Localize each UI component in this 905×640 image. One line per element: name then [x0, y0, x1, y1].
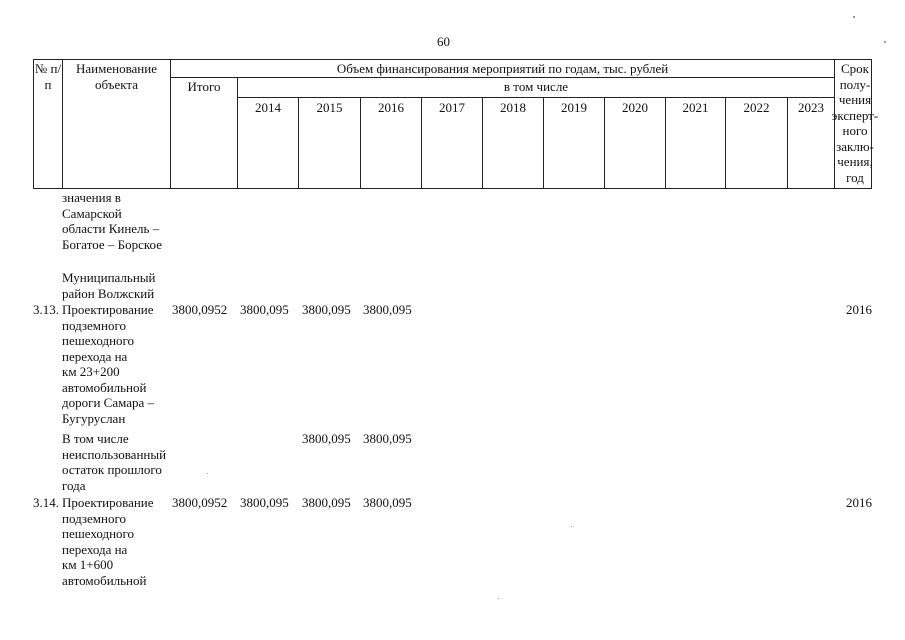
- district-name: [62, 270, 172, 301]
- year-2015-value: 3800,095: [302, 302, 351, 317]
- name-line: значения в: [62, 190, 121, 205]
- year-2016-value: 3800,095: [363, 431, 412, 446]
- row-number: 3.14.: [33, 495, 59, 510]
- num-column-header: № п/п: [34, 61, 62, 92]
- name-line: подземного: [62, 510, 126, 526]
- name-line: км 23+200: [62, 364, 120, 379]
- year-header: 2016: [378, 100, 404, 115]
- object-name: [62, 190, 172, 252]
- term-header-line: эксперт-: [831, 107, 879, 123]
- year-2016-value: 3800,095: [363, 302, 412, 317]
- year-header: 2022: [743, 100, 770, 115]
- term-header-line: Срок: [841, 61, 869, 76]
- year-2015-value: 3800,095: [302, 431, 351, 446]
- name-line: В том числе: [62, 431, 129, 446]
- year-header: 2014: [255, 100, 281, 115]
- name-line: перехода на: [62, 541, 128, 557]
- year-header: 2023: [798, 100, 824, 115]
- row-number: 3.13.: [33, 302, 59, 317]
- term-header-line: чения: [838, 92, 872, 107]
- scan-speck: [498, 598, 499, 599]
- scan-speck: [207, 473, 208, 474]
- name-line: остаток прошлого: [62, 462, 162, 477]
- name-column-header: Наименование объекта: [76, 61, 157, 92]
- name-line: Проектирование: [62, 302, 154, 317]
- object-name: [62, 495, 172, 588]
- name-line: Самарской: [62, 205, 122, 221]
- name-line: район Волжский: [62, 285, 155, 301]
- year-2014-value: 3800,095: [240, 302, 289, 317]
- year-header: 2017: [439, 100, 465, 115]
- name-line: пешеходного: [62, 333, 135, 348]
- name-line: Муниципальный: [62, 270, 156, 285]
- scan-speck: [884, 41, 886, 43]
- page-number: 60: [437, 34, 450, 49]
- term-header-line: чения,: [837, 154, 873, 169]
- including-header: в том числе: [503, 79, 569, 94]
- term-value: 2016: [846, 302, 872, 317]
- name-line: Бугуруслан: [62, 410, 126, 426]
- name-line: перехода на: [62, 348, 128, 364]
- total-value: 3800,0952: [172, 495, 228, 510]
- name-line: Проектирование: [62, 495, 154, 510]
- year-header: 2018: [500, 100, 526, 115]
- term-header-line: заклю-: [836, 138, 874, 154]
- total-value: 3800,0952: [172, 302, 228, 317]
- year-2014-value: 3800,095: [240, 495, 289, 510]
- object-name: [62, 302, 172, 426]
- term-header-line: ного: [842, 123, 868, 138]
- term-column-header: [831, 61, 879, 185]
- year-2015-value: 3800,095: [302, 495, 351, 510]
- year-header: 2020: [622, 100, 648, 115]
- name-line: области Кинель –: [62, 221, 160, 236]
- scan-speck: [571, 526, 572, 527]
- term-header-line: полу-: [839, 76, 871, 92]
- name-line: автомобильной: [62, 379, 147, 395]
- name-line: подземного: [62, 317, 126, 333]
- term-header-line: год: [846, 169, 864, 185]
- object-name: [62, 431, 172, 493]
- year-header: 2019: [561, 100, 587, 115]
- name-line: года: [62, 477, 86, 493]
- term-value: 2016: [846, 495, 872, 510]
- name-line: автомобильной: [62, 572, 147, 588]
- total-column-header: Итого: [187, 79, 221, 94]
- name-line: пешеходного: [62, 526, 135, 541]
- name-line: км 1+600: [62, 557, 114, 572]
- name-line: неиспользованный: [62, 446, 167, 462]
- scan-speck: [853, 16, 855, 18]
- year-header: 2015: [316, 100, 343, 115]
- year-header: 2021: [682, 100, 709, 115]
- year-2016-value: 3800,095: [363, 495, 412, 510]
- funding-header: Объем финансирования мероприятий по годам, тыс. рублей: [336, 61, 669, 76]
- name-line: дороги Самара –: [62, 395, 155, 410]
- name-line: Богатое – Борское: [62, 236, 162, 252]
